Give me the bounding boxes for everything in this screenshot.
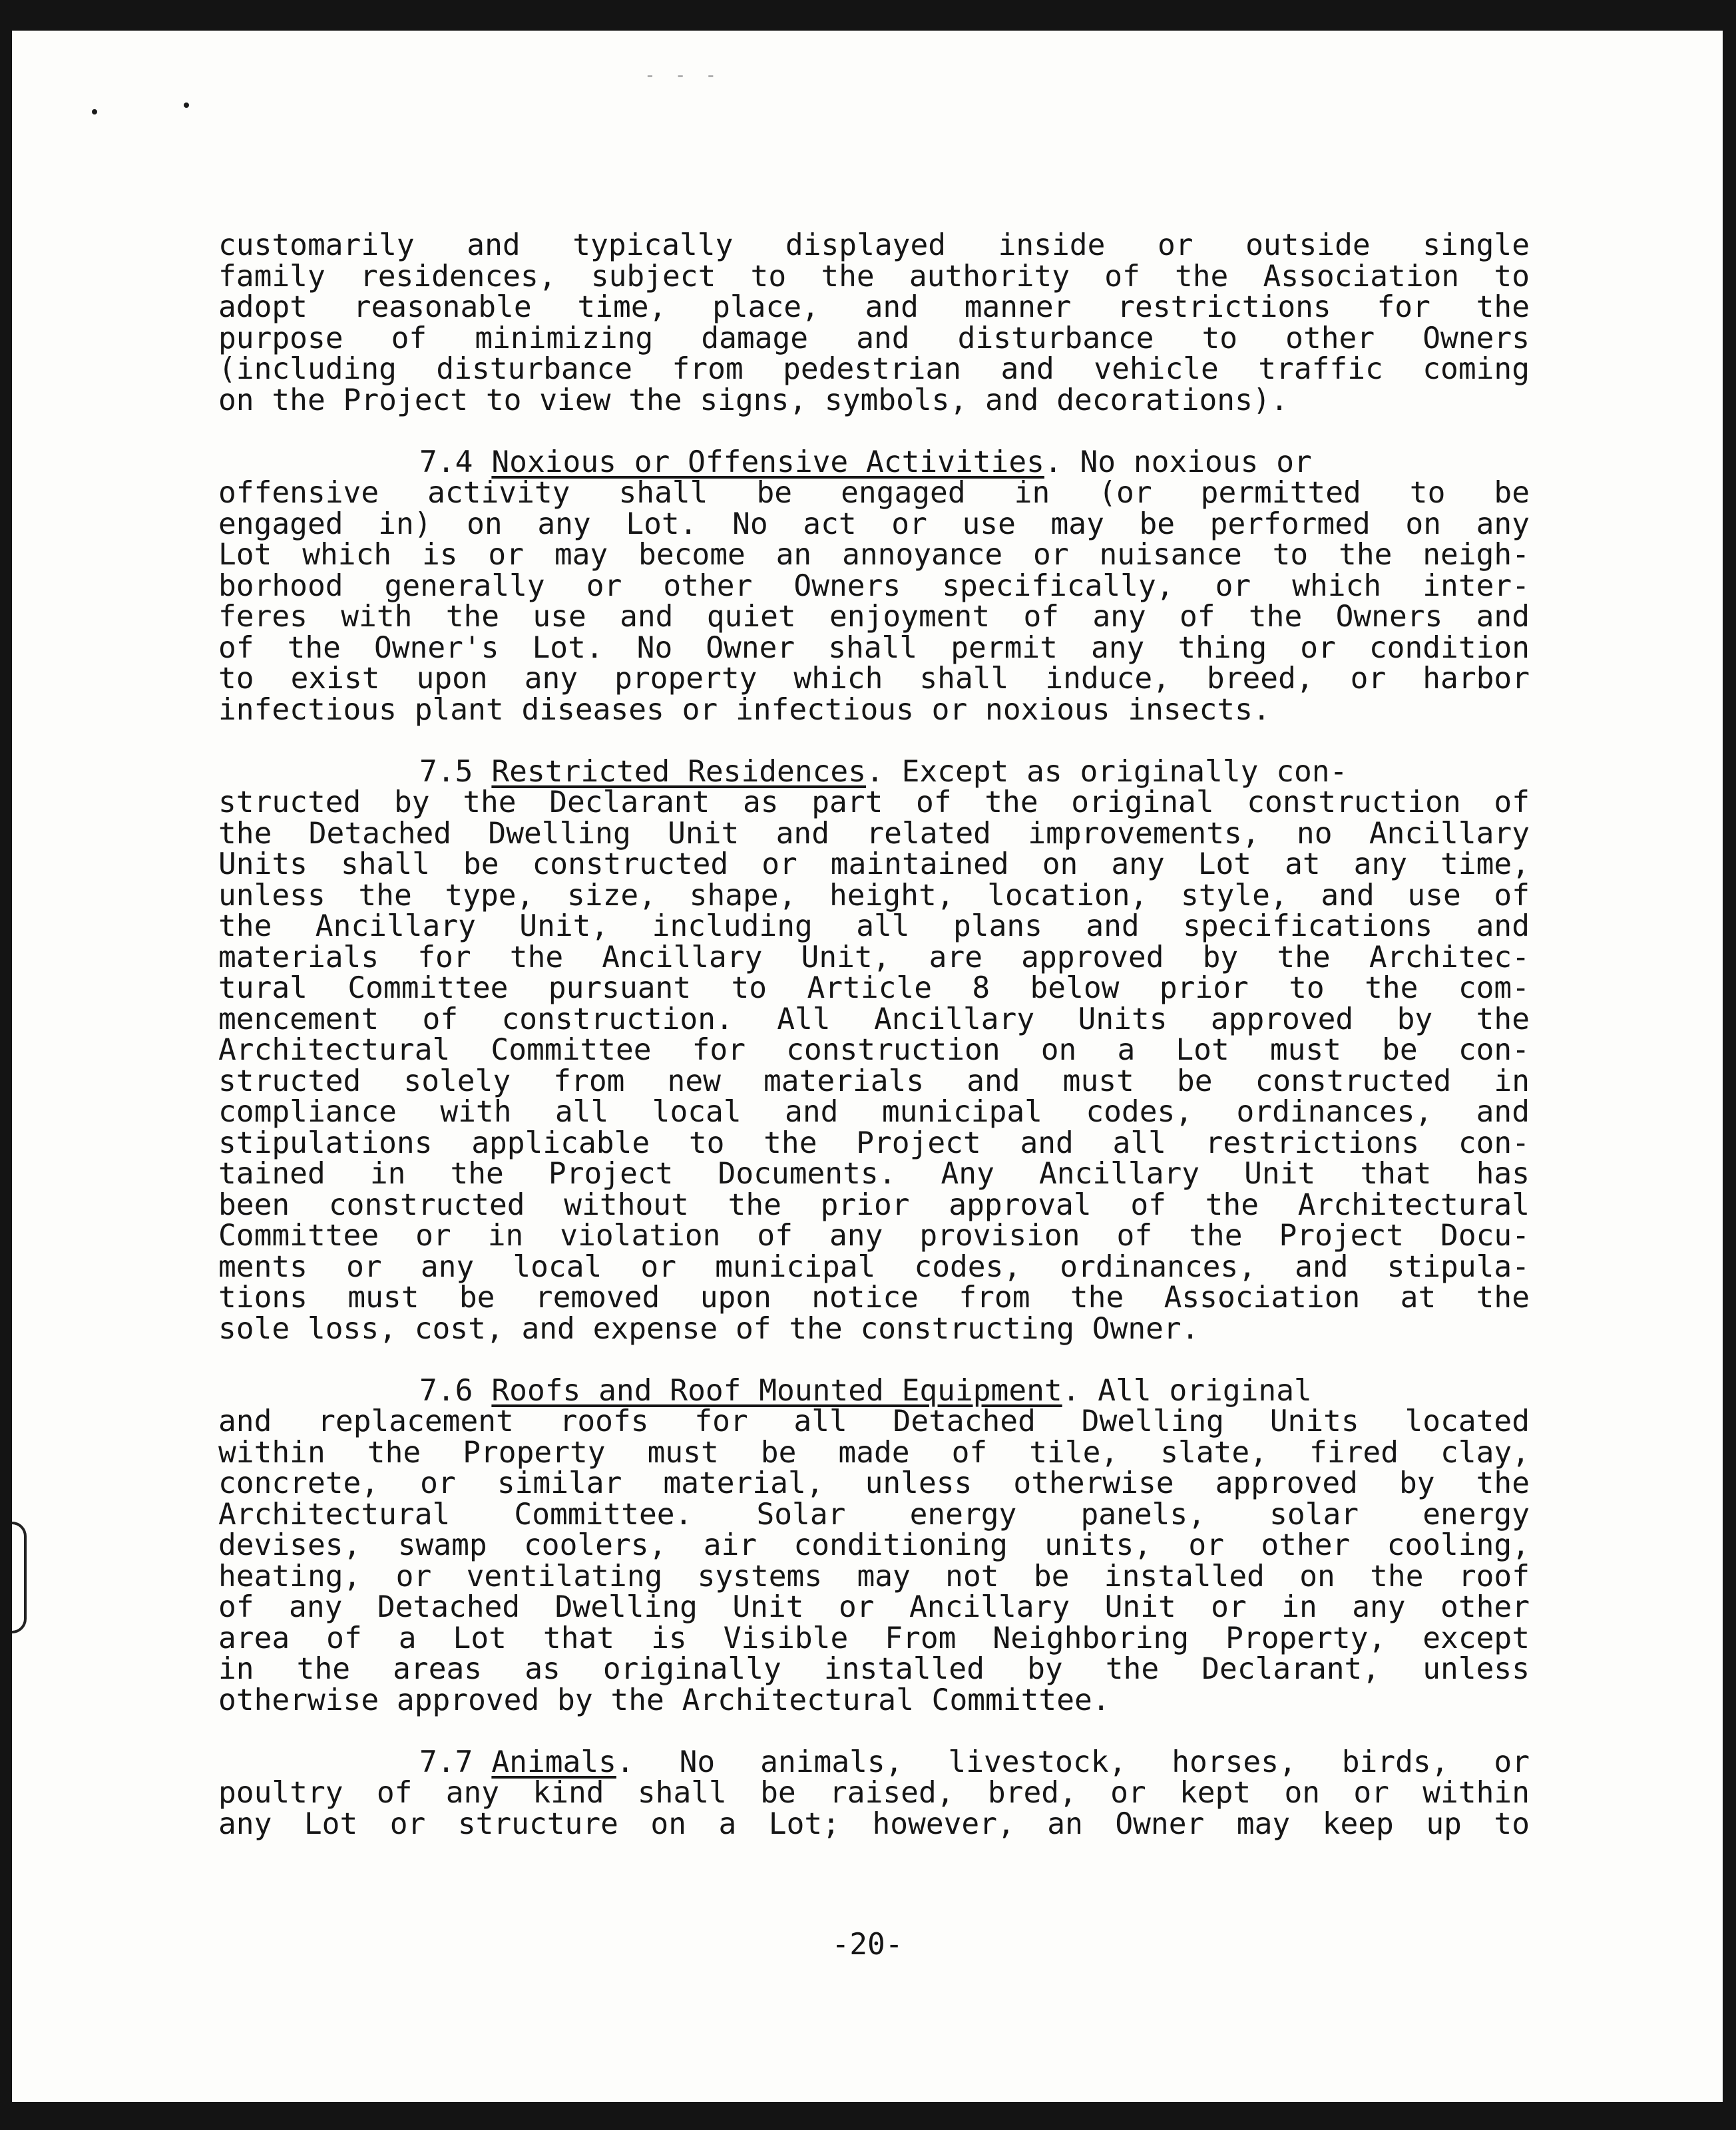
document-page xyxy=(12,31,1723,2102)
text-line: Lot which is or may become an annoyance or nuisance to the neigh- xyxy=(218,538,1530,572)
section-7-6 xyxy=(218,1373,1530,1717)
text-line: the Ancillary Unit, including all plans and specifications and xyxy=(218,909,1530,943)
text-line: borhood generally or other Owners specifically, or which inter- xyxy=(218,568,1530,603)
text-line: Committee or in violation of any provision of the Project Docu- xyxy=(218,1219,1530,1253)
section-first-line xyxy=(218,1373,1530,1408)
section-heading: Roofs and Roof Mounted Equipment xyxy=(491,1373,1062,1408)
section-number: 7.6 xyxy=(419,1373,473,1408)
text-line: to exist upon any property which shall induce, breed, or harbor xyxy=(218,662,1530,696)
text-line: and replacement roofs for all Detached Dwelling Units located xyxy=(218,1404,1530,1438)
text-line: ments or any local or municipal codes, ordinances, and stipula- xyxy=(218,1249,1530,1284)
text-line: feres with the use and quiet enjoyment of any of the Owners and xyxy=(218,600,1530,634)
section-first-line xyxy=(218,754,1530,789)
text-line: Architectural Committee. Solar energy panels, solar energy xyxy=(218,1497,1530,1532)
section-7-5 xyxy=(218,754,1530,1346)
text-line: mencement of construction. All Ancillary Units approved by the xyxy=(218,1002,1530,1036)
text-line: unless the type, size, shape, height, location, style, and use of xyxy=(218,878,1530,913)
text-line: Units shall be constructed or maintained on any Lot at any time, xyxy=(218,847,1530,881)
text-line: heating, or ventilating systems may not be installed on the roof xyxy=(218,1559,1530,1594)
section-first-line-text: . No noxious or xyxy=(1044,445,1312,479)
text-line: in the areas as originally installed by the Declarant, unless xyxy=(218,1652,1530,1686)
text-line: of any Detached Dwelling Unit or Ancillary Unit or in any other xyxy=(218,1590,1530,1624)
text-line: within the Property must be made of tile, slate, fired clay, xyxy=(218,1435,1530,1470)
text-line: tions must be removed upon notice from the Association at the xyxy=(218,1281,1530,1315)
text-line: tained in the Project Documents. Any Ancillary Unit that has xyxy=(218,1157,1530,1191)
text-line: (including disturbance from pedestrian and vehicle traffic coming xyxy=(218,352,1530,386)
section-7-4 xyxy=(218,447,1530,726)
section-heading: Restricted Residences xyxy=(491,754,866,789)
text-line: adopt reasonable time, place, and manner restrictions for the xyxy=(218,290,1530,324)
text-line: customarily and typically displayed inside or outside single xyxy=(218,228,1530,262)
section-first-line-text: . Except as originally con- xyxy=(866,754,1348,789)
text-line: sole loss, cost, and expense of the constructing Owner. xyxy=(218,1311,1199,1346)
text-line: of the Owner's Lot. No Owner shall permit any thing or condition xyxy=(218,630,1530,665)
text-line: Architectural Committee for construction on a Lot must be con- xyxy=(218,1033,1530,1067)
text-line: tural Committee pursuant to Article 8 below prior to the com- xyxy=(218,971,1530,1005)
section-heading: Noxious or Offensive Activities xyxy=(491,445,1044,479)
text-line: stipulations applicable to the Project and all restrictions con- xyxy=(218,1126,1530,1160)
text-line: offensive activity shall be engaged in (or permitted to be xyxy=(218,476,1530,510)
text-line: on the Project to view the signs, symbols, and decorations). xyxy=(218,383,1289,417)
text-line: purpose of minimizing damage and disturbance to other Owners xyxy=(218,321,1530,355)
text-line: any Lot or structure on a Lot; however, an Owner may keep up to xyxy=(218,1807,1530,1841)
section-number: 7.5 xyxy=(419,754,473,789)
text-line: been constructed without the prior approval of the Architectural xyxy=(218,1187,1530,1222)
text-line: area of a Lot that is Visible From Neighboring Property, except xyxy=(218,1621,1530,1655)
text-line: family residences, subject to the authority of the Association to xyxy=(218,259,1530,294)
page-number: -20- xyxy=(831,1928,903,1962)
text-line: structed by the Declarant as part of the original construction of xyxy=(218,785,1530,819)
text-line: engaged in) on any Lot. No act or use may be performed on any xyxy=(218,507,1530,541)
section-first-line-text: . No animals, livestock, horses, birds, or xyxy=(616,1745,1530,1779)
scan-dash-mark: - - - xyxy=(644,64,721,86)
text-line: poultry of any kind shall be raised, bred, or kept on or within xyxy=(218,1776,1530,1810)
text-line: materials for the Ancillary Unit, are approved by the Architec- xyxy=(218,940,1530,974)
section-first-line xyxy=(218,1747,1530,1779)
scan-speck xyxy=(184,103,189,108)
text-line: infectious plant diseases or infectious or noxious insects. xyxy=(218,692,1271,727)
text-line: the Detached Dwelling Unit and related improvements, no Ancillary xyxy=(218,816,1530,851)
text-line: structed solely from new materials and must be constructed in xyxy=(218,1064,1530,1098)
body-text xyxy=(218,230,1530,1871)
section-number: 7.7 xyxy=(419,1745,473,1779)
binding-hole-mark xyxy=(12,1522,27,1633)
text-line: otherwise approved by the Architectural Committee. xyxy=(218,1683,1110,1717)
section-first-line-text: . All original xyxy=(1062,1373,1312,1408)
text-line: compliance with all local and municipal codes, ordinances, and xyxy=(218,1095,1530,1129)
section-number: 7.4 xyxy=(419,445,473,479)
text-line: devises, swamp coolers, air conditioning units, or other cooling, xyxy=(218,1528,1530,1562)
section-7-7 xyxy=(218,1747,1530,1840)
text-line: concrete, or similar material, unless otherwise approved by the xyxy=(218,1466,1530,1500)
scan-speck xyxy=(92,109,97,114)
paragraph-continued xyxy=(218,230,1530,416)
section-first-line xyxy=(218,447,1530,479)
section-heading: Animals xyxy=(491,1745,616,1779)
